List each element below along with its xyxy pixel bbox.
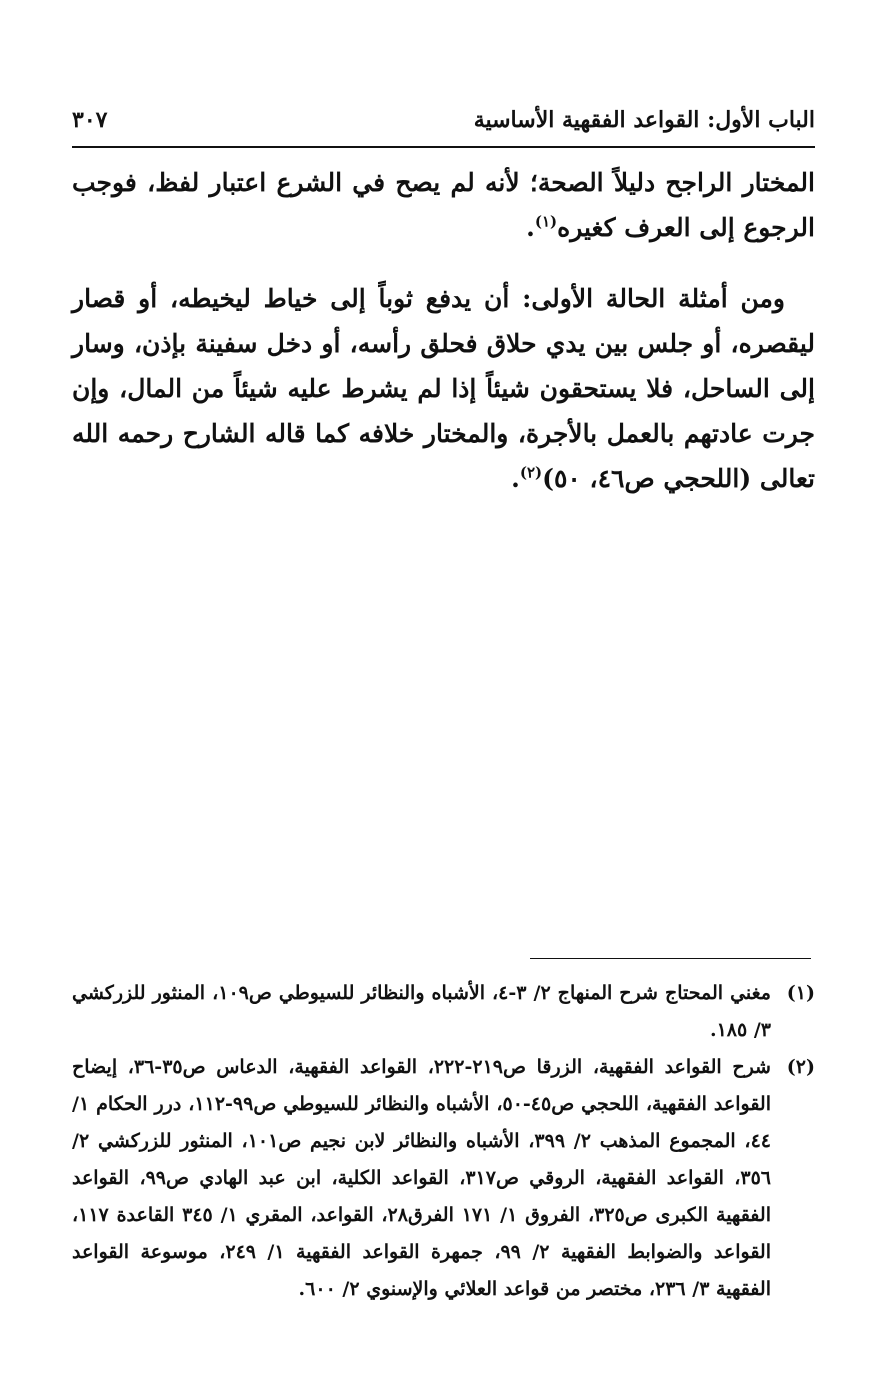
header-divider <box>72 146 815 148</box>
paragraph-2 <box>72 276 815 501</box>
footnote-ref-2: (٢) <box>519 463 543 482</box>
paragraph-1-text: المختار الراجح دليلاً الصحة؛ لأنه لم يصح في الشرع اعتبار لفظ، فوجب الرجوع إلى العرف كغيره <box>72 168 815 242</box>
footnote-item <box>72 1049 815 1308</box>
footnote-item <box>72 975 815 1049</box>
running-header <box>72 100 815 140</box>
paragraph-2-end: . <box>511 464 520 493</box>
footnote-ref-1: (١) <box>534 212 558 231</box>
paragraph-1-end: . <box>526 213 535 242</box>
paragraph-1 <box>72 160 815 250</box>
paragraph-2-text: ومن أمثلة الحالة الأولى: أن يدفع ثوباً إلى خياط ليخيطه، أو قصار ليقصره، أو جلس بين يدي حلاق فحلق رأسه، أو دخل سفينة بإذن، وسار إلى الساحل، فلا يستحقون شيئاً إذا لم يشرط عليه شيئاً من المال، وإن جرت عادتهم بالعمل بالأجرة، والمختار خلافه كما قاله الشارح رحمه الله تعالى (اللحجي ص٤٦، ٥٠) <box>72 284 815 493</box>
main-text <box>72 160 815 501</box>
page-number: ٣٠٧ <box>72 107 108 133</box>
footnote-text: شرح القواعد الفقهية، الزرقا ص٢١٩-٢٢٢، القواعد الفقهية، الدعاس ص٣٥-٣٦، إيضاح القواعد الفقهية، اللحجي ص٤٥-٥٠، الأشباه والنظائر للسيوطي ص٩٩-١١٢، درر الحكام ١/ ٤٤، المجموع المذهب ٢/ ٣٩٩، الأشباه والنظائر لابن نجيم ص١٠١، المنثور للزركشي ٢/ ٣٥٦، القواعد الفقهية، الروقي ص٣١٧، القواعد الكلية، ابن عبد الهادي ص٩٩، القواعد الفقهية الكبرى ص٣٢٥، الفروق ١/ ١٧١ الفرق٢٨، القواعد، المقري ١/ ٣٤٥ القاعدة ١١٧، القواعد والضوابط الفقهية ٢/ ٩٩، جمهرة القواعد الفقهية ١/ ٢٤٩، موسوعة القواعد الفقهية ٣/ ٢٣٦، مختصر من قواعد العلائي والإسنوي ٢/ ٦٠٠. <box>72 1056 772 1300</box>
chapter-title: الباب الأول: القواعد الفقهية الأساسية <box>473 107 815 133</box>
footnote-text: مغني المحتاج شرح المنهاج ٢/ ٣-٤، الأشباه والنظائر للسيوطي ص١٠٩، المنثور للزركشي ٣/ ١٨٥. <box>72 982 771 1041</box>
footnote-number: (١) <box>786 982 815 1004</box>
footnote-divider <box>530 958 811 959</box>
footnotes <box>72 975 815 1308</box>
footnote-number: (٢) <box>786 1056 815 1078</box>
